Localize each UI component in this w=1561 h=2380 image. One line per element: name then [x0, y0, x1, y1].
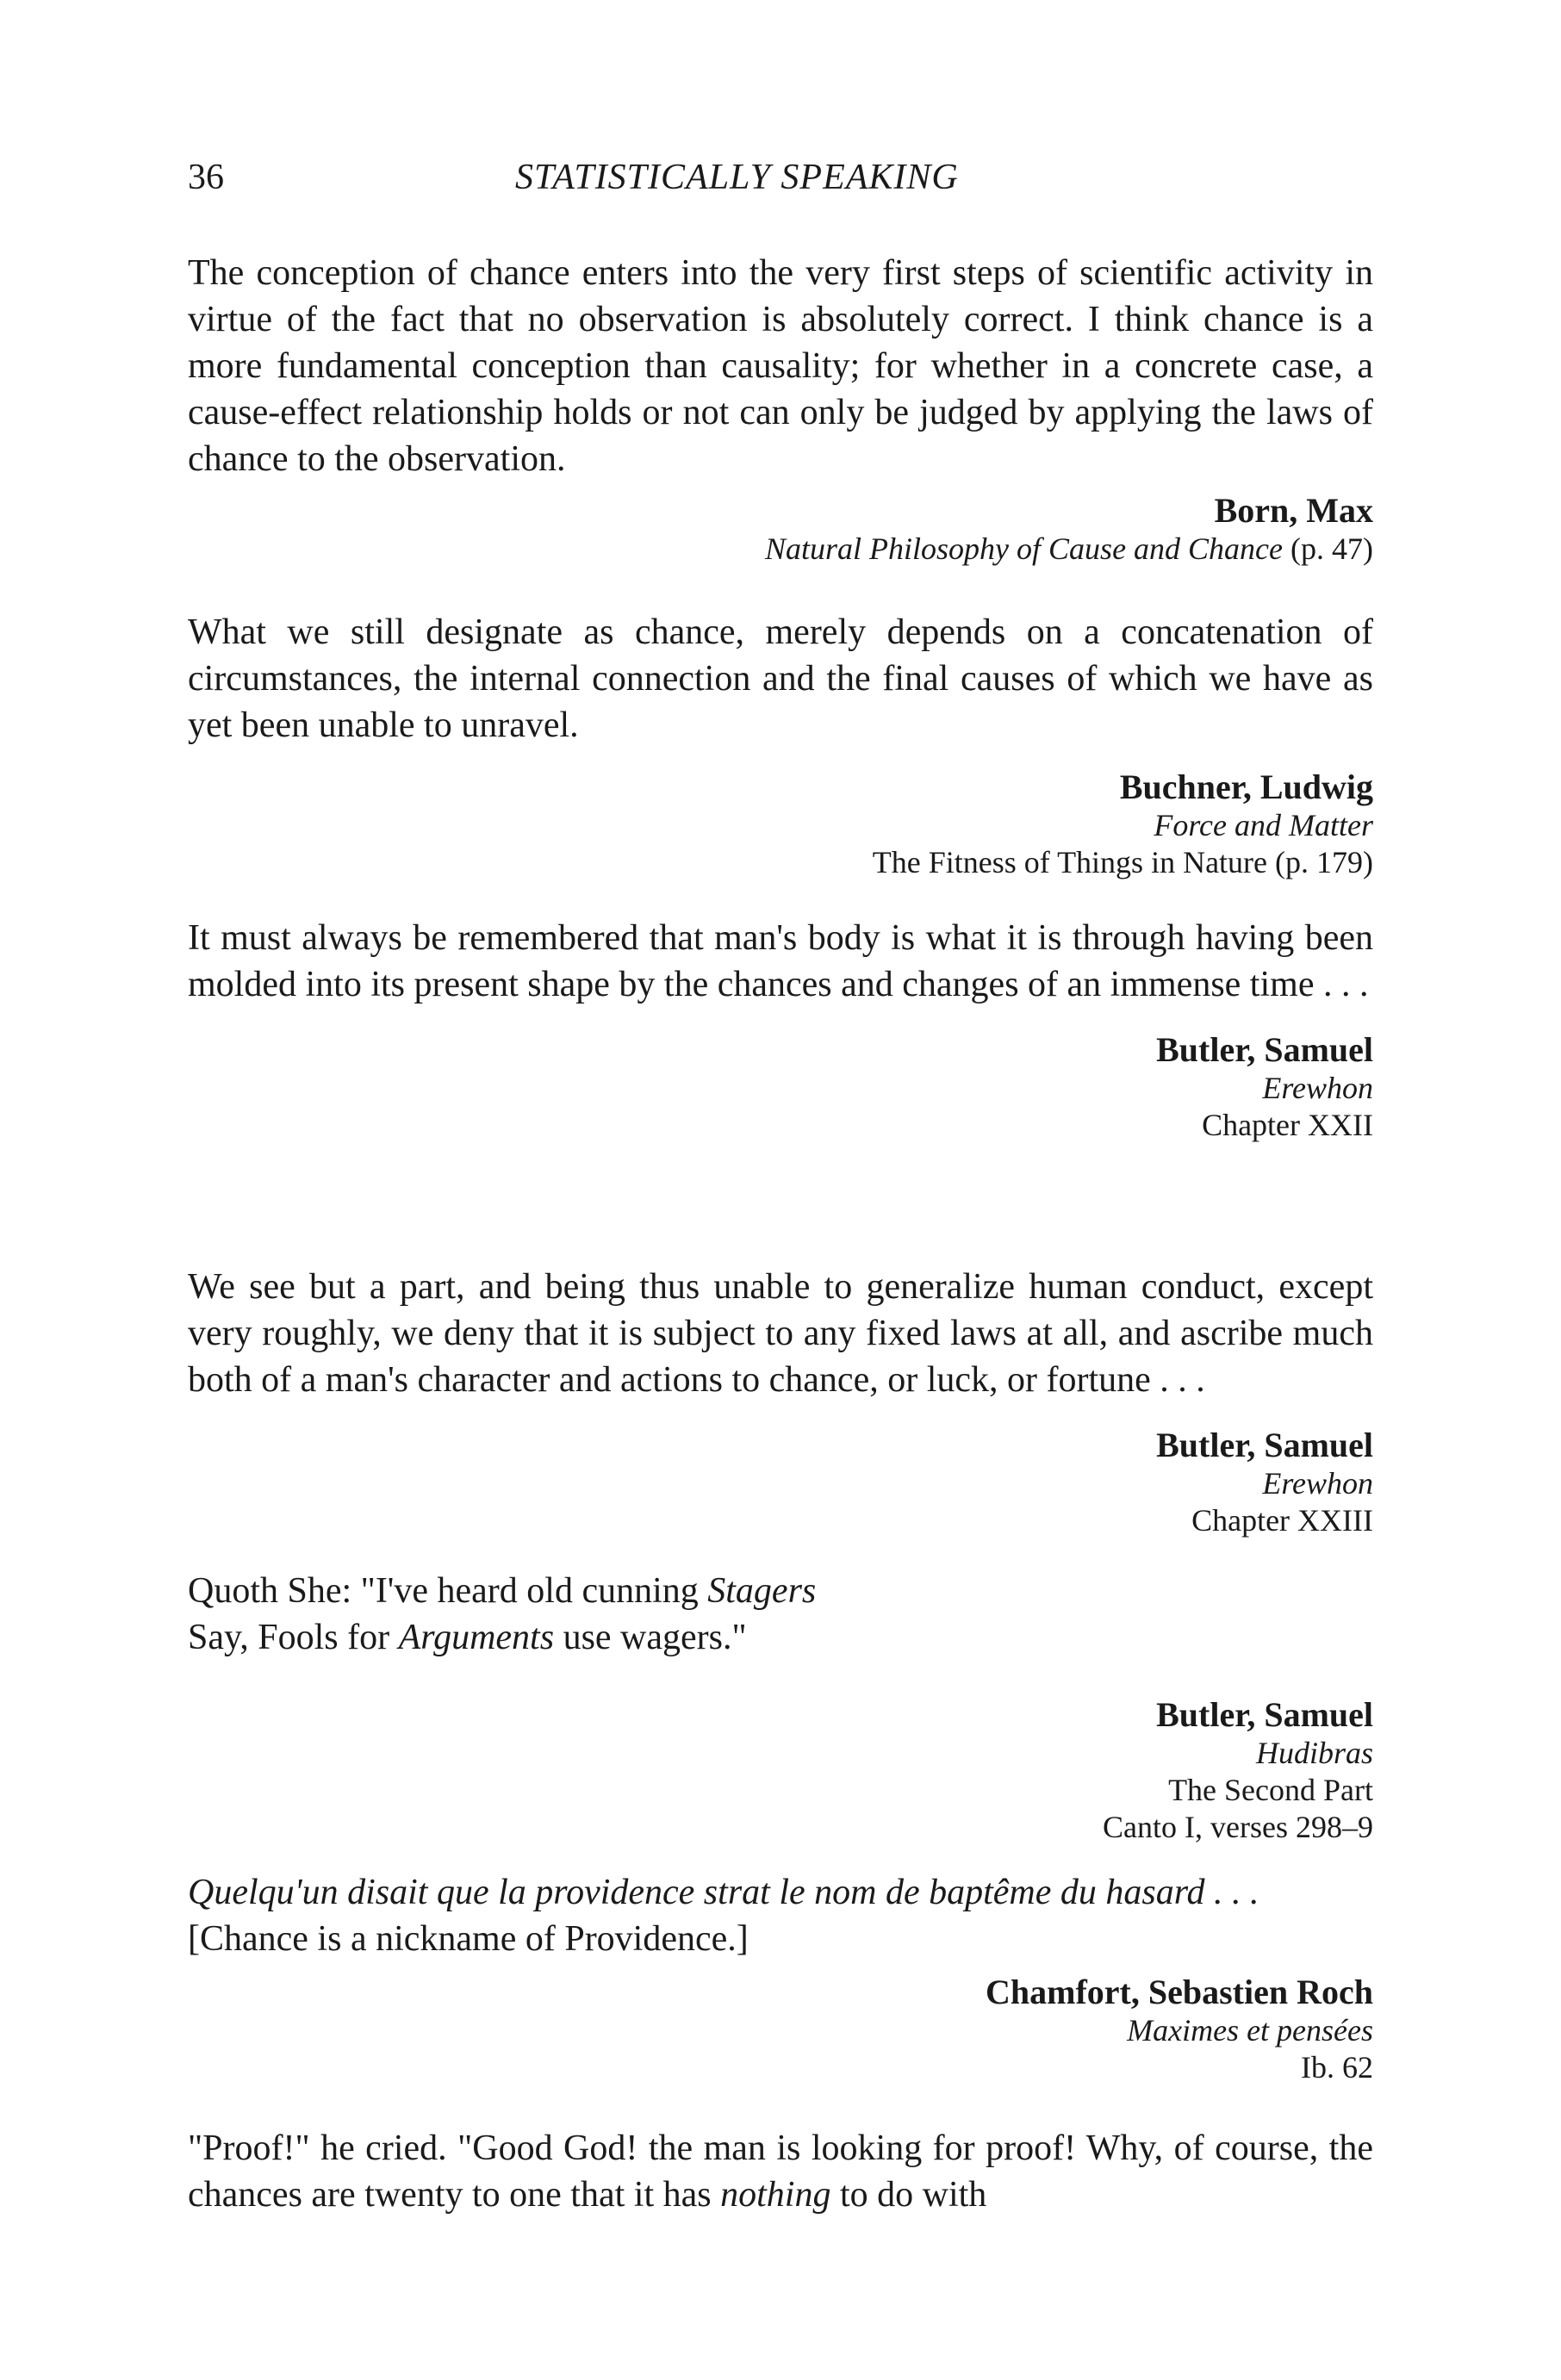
verse-emphasis: Arguments: [398, 1618, 555, 1657]
author-name: Butler, Samuel: [1156, 1426, 1373, 1464]
quote-text: The conception of chance enters into the very first steps of scientific activity in virtue of the fact that no observation is absolutely correct. I think chance is a more fundamental conception than causality; for whether in a concrete case, a cause-effect relationship holds or not can only be judged by applying the laws of chance to the observation.: [188, 253, 1373, 479]
source-detail: Chapter XXII: [1202, 1108, 1373, 1142]
quote-text: It must always be remembered that man's body is what it is through having been molded into its present shape by the chances and changes of an immense time . . .: [188, 918, 1373, 1004]
quote-text: What we still designate as chance, merely depends on a concatenation of circumstances, the internal connection and the final causes of which we have as yet been unable to unravel.: [188, 612, 1373, 745]
verse-text: Quoth She: "I've heard old cunning: [188, 1571, 708, 1611]
quote-entry: [188, 1568, 1373, 1846]
attribution: [188, 1973, 1373, 2086]
quote-text: We see but a part, and being thus unable to generalize human conduct, except very roughly, we deny that it is subject to any fixed laws at all, and ascribe much both of a man's character and actions to chance, or luck, or fortune . . .: [188, 1267, 1373, 1400]
verse-line: [188, 1614, 1373, 1661]
source-detail: Canto I, verses 298–9: [1103, 1810, 1373, 1844]
author-name: Born, Max: [1214, 491, 1373, 530]
author-name: Buchner, Ludwig: [1119, 767, 1373, 806]
quote-entry: [188, 1869, 1373, 2086]
quote-segment: to do with: [830, 2175, 987, 2215]
quote-text: [188, 1869, 1373, 1962]
quote-entry: [188, 250, 1373, 568]
source-page: (p. 47): [1283, 531, 1373, 566]
author-name: Chamfort, Sebastien Roch: [986, 1973, 1373, 2011]
source-title: Natural Philosophy of Cause and Chance: [765, 531, 1284, 566]
source-detail: Chapter XXIII: [1191, 1503, 1373, 1538]
quote-translation: [Chance is a nickname of Providence.]: [188, 1919, 749, 1959]
quote-french: Quelqu'un disait que la providence strat le nom de baptême du hasard . . .: [188, 1873, 1259, 1912]
quote-emphasis: nothing: [720, 2175, 831, 2215]
source-title: Maximes et pensées: [1127, 2013, 1373, 2048]
verse-text: use wagers.": [554, 1618, 747, 1657]
quote-text: [188, 2125, 1373, 2218]
source-detail: The Second Part: [1168, 1773, 1373, 1807]
source-title: Hudibras: [1255, 1736, 1373, 1770]
quote-entry: [188, 609, 1373, 881]
attribution: [188, 491, 1373, 568]
source-title: Erewhon: [1262, 1466, 1373, 1501]
author-name: Butler, Samuel: [1156, 1695, 1373, 1734]
source-title: Erewhon: [1262, 1071, 1373, 1105]
verse-line: [188, 1568, 1373, 1614]
attribution: [188, 767, 1373, 881]
source-detail: The Fitness of Things in Nature (p. 179): [872, 845, 1373, 879]
verse-text: Say, Fools for: [188, 1618, 399, 1657]
source-line: [188, 531, 1373, 568]
source-detail: Ib. 62: [1301, 2050, 1373, 2085]
quote-entry: [188, 915, 1373, 1144]
source-title: Force and Matter: [1154, 808, 1373, 842]
author-name: Butler, Samuel: [1156, 1030, 1373, 1069]
quote-entry: [188, 2125, 1373, 2218]
attribution: [188, 1426, 1373, 1539]
quote-segment: "Proof!" he cried. "Good God! the man is looking for proof! Why, of course, the chances are twenty to one that it has: [188, 2128, 1373, 2215]
attribution: [188, 1695, 1373, 1846]
page-number: 36: [188, 158, 224, 197]
page-header: [188, 157, 1373, 208]
running-title: STATISTICALLY SPEAKING: [515, 158, 959, 197]
quote-entry: [188, 1264, 1373, 1539]
verse-emphasis: Stagers: [707, 1571, 817, 1611]
attribution: [188, 1030, 1373, 1144]
quote-verse: [188, 1568, 1373, 1661]
